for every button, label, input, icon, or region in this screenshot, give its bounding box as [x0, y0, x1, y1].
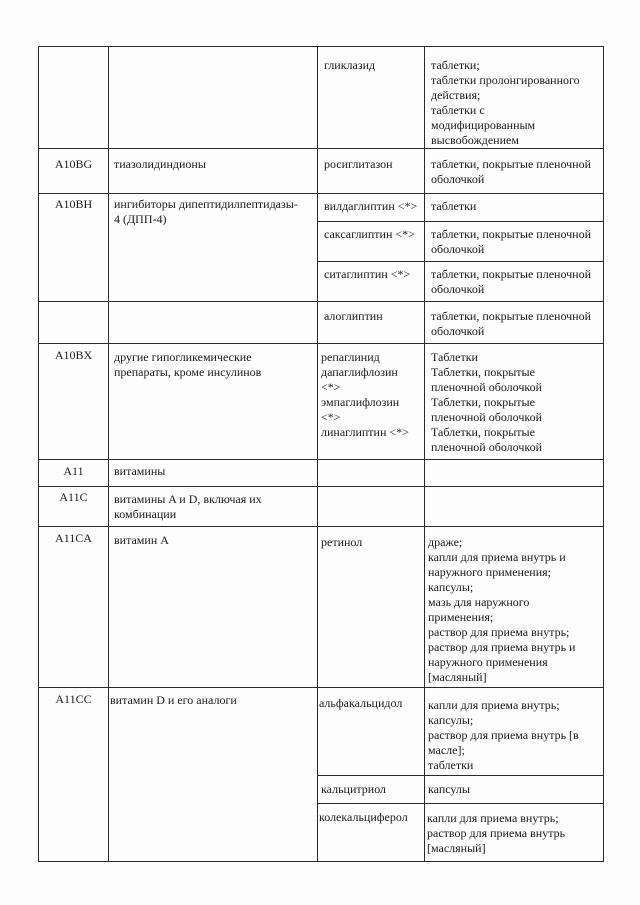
table-cell-group: витамин A	[114, 533, 169, 547]
table-cell-dosage-form: капли для приема внутрь; раствор для приема внутрь [масляный]	[427, 811, 566, 855]
table-cell-drug: росиглитазон	[324, 157, 393, 171]
table-cell-drug: кальцитриол	[321, 782, 387, 796]
table-cell-atc-code: A10BG	[54, 157, 93, 171]
table-cell-dosage-form: таблетки, покрытые пленочной оболочкой	[431, 309, 592, 338]
table-cell-atc-code: A10BH	[54, 197, 93, 211]
table-cell-drug: колекальциферол	[319, 810, 408, 824]
table-cell-dosage-form: капсулы	[428, 782, 470, 796]
table-cell-group: витамины	[114, 464, 166, 478]
table-cell-drug: алоглиптин	[324, 309, 383, 323]
table-cell-dosage-form: драже; капли для приема внутрь и наружного применения; капсулы; мазь для наружного применения; раствор для приема внутрь; раствор для приема внутрь и наружного применения [масляный]	[428, 535, 576, 684]
table-cell-drug: вилдаглиптин <*>	[324, 199, 418, 213]
table-cell-group: витамины A и D, включая их комбинации	[114, 492, 262, 521]
table-cell-dosage-form: таблетки, покрытые пленочной оболочкой	[431, 267, 592, 296]
table-cell-drug: ситаглиптин <*>	[324, 267, 411, 281]
table-cell-dosage-form: таблетки	[431, 199, 477, 213]
table-cell-group: тиазолидиндионы	[114, 157, 206, 171]
table-cell-atc-code: A10BX	[54, 348, 93, 362]
table-cell-drug: альфакальцидол	[319, 696, 403, 710]
table-cell-dosage-form: таблетки; таблетки пролонгированного действия; таблетки с модифицированным высвобождением	[431, 58, 580, 147]
table-cell-atc-code: A11CA	[55, 531, 92, 545]
table-cell-dosage-form: таблетки, покрытые пленочной оболочкой	[431, 227, 592, 256]
table-cell-atc-code: A11CC	[55, 692, 92, 706]
table-cell-atc-code: A11	[63, 464, 84, 478]
table-cell-dosage-form: капли для приема внутрь; капсулы; раствор для приема внутрь [в масле]; таблетки	[428, 698, 579, 772]
table-cell-group: другие гипогликемические препараты, кроме инсулинов	[114, 350, 262, 379]
table-cell-drug: гликлазид	[324, 58, 376, 72]
table-cell-dosage-form: Таблетки Таблетки, покрытые пленочной оболочкой Таблетки, покрытые пленочной оболочкой Таблетки, покрытые пленочной оболочкой	[431, 350, 543, 454]
table-cell-dosage-form: таблетки, покрытые пленочной оболочкой	[431, 157, 592, 186]
table-cell-group: витамин D и его аналоги	[110, 693, 237, 707]
table-cell-drug: саксаглиптин <*>	[324, 227, 415, 241]
table-cell-drug: ретинол	[321, 535, 363, 549]
table-cell-group: ингибиторы дипептидилпептидазы- 4 (ДПП-4)	[114, 197, 298, 226]
table-cell-drug: репаглинид дапаглифлозин <*> эмпаглифлозин <*> линаглиптин <*>	[321, 350, 409, 439]
table-cell-atc-code: A11C	[59, 490, 88, 504]
